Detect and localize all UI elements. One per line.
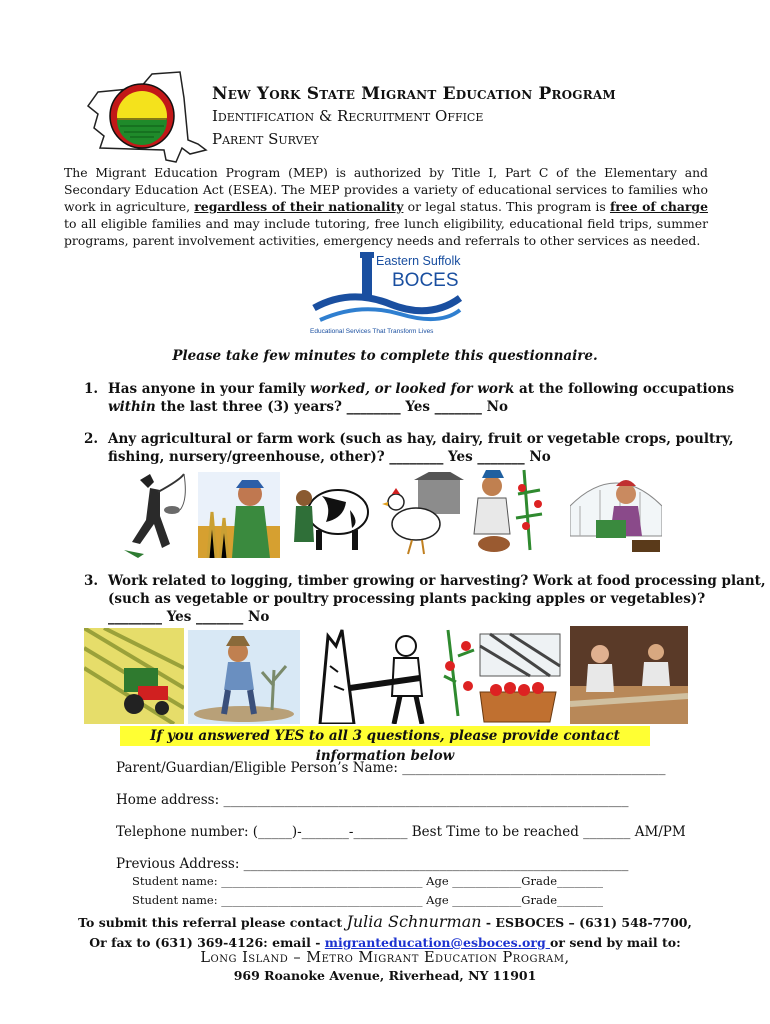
boces-logo [310,248,470,340]
guardian-name-field[interactable]: Parent/Guardian/Eligible Person’s Name: _______________________________________ [116,760,666,776]
mailing-address: 969 Roanoke Avenue, Riverhead, NY 11901 [233,968,537,983]
survey-subtitle: Parent Survey [212,130,319,148]
intro-emphasis-nationality: regardless of their nationality [194,199,404,214]
question-number: 1. [84,381,99,397]
home-address-field[interactable]: Home address: ____________________________________________________________ [116,792,629,808]
boces-tagline: Educational Services That Transform Lives [310,328,434,335]
vegetable-harvest-icon [470,464,556,556]
fishing-icon [110,470,190,560]
question-1 [84,380,734,416]
farmer-crops-icon [198,472,280,558]
instructions: Please take few minutes to complete this questionnaire. [172,348,598,364]
worker-planting-icon [188,630,300,724]
question-text: (such as vegetable or poultry processing plants packing apples or vegetables)? [108,591,706,607]
intro-text-1: The Migrant Education Program (MEP) is authorized by Title I, Part C of the Elementary and Secondary Education Act (ESEA). The MEP provides a variety of educational services to families who work in agriculture, [64,165,708,214]
submit-line [0,912,770,931]
intro-emphasis-free: free of charge [609,199,708,214]
fax-text: Or fax to (631) 369-4126: email - [89,935,325,950]
processing-plant-icon [570,626,688,724]
dairy-cow-icon [286,472,372,556]
logging-icon [310,626,440,724]
office-subtitle: Identification & Recruitment Office [212,107,484,125]
question-text: Has anyone in your family [108,381,311,397]
mail-text: or send by mail to: [550,935,681,950]
student-name-field[interactable]: Student name: ___________________________________ Age ____________Grade________ [132,874,604,888]
contact-phone: - ESBOCES – (631) 548-7700, [481,915,692,930]
question-text: at the following occupations [514,381,735,397]
ny-state-logo [80,70,210,170]
tomato-packing-icon [440,626,566,724]
question-answer-line: ________ Yes _______ No [108,609,270,625]
contact-name: Julia Schnurman [346,912,482,931]
question-answer-line: the last three (3) years? ________ Yes _______ No [155,399,508,415]
boces-name-line1: Eastern Suffolk [376,254,461,268]
telephone-field[interactable]: Telephone number: (_____)-_______-________ Best Time to be reached _______ AM/PM [116,824,686,840]
question-emphasis: within [108,399,156,415]
student-name-field[interactable]: Student name: ___________________________________ Age ____________Grade________ [132,893,604,907]
intro-paragraph [64,164,708,249]
contact-banner: If you answered YES to all 3 questions, please provide contact information below [120,726,650,746]
fax-line [0,935,770,950]
question-3 [84,572,766,626]
question-answer-line: fishing, nursery/greenhouse, other)? ________ Yes _______ No [108,449,551,465]
greenhouse-icon [570,466,662,558]
page-title: New York State Migrant Education Program [212,84,616,104]
intro-text-2: or legal status. This program is [403,199,610,214]
question-emphasis: worked, or looked for work [310,381,515,397]
question-text: Any agricultural or farm work (such as hay, dairy, fruit or vegetable crops, poultry, [108,431,734,447]
program-name: Long Island – Metro Migrant Education Program, [200,950,570,966]
intro-text-3: to all eligible families and may include tutoring, free lunch eligibility, educational field trips, summer programs, parent involvement activities, emergency needs and referrals to other services as needed. [64,216,708,248]
tractor-harvest-icon [84,628,184,724]
boces-name-line2: BOCES [392,270,459,291]
question-number: 3. [84,573,99,589]
email-link[interactable]: migranteducation@esboces.org [324,935,551,950]
poultry-icon [378,472,464,556]
submit-text: To submit this referral please contact [78,915,347,930]
question-number: 2. [84,431,99,447]
previous-address-field[interactable]: Previous Address: _________________________________________________________ [116,856,629,872]
question-2 [84,430,734,466]
question-text: Work related to logging, timber growing or harvesting? Work at food processing plant, [108,573,766,589]
